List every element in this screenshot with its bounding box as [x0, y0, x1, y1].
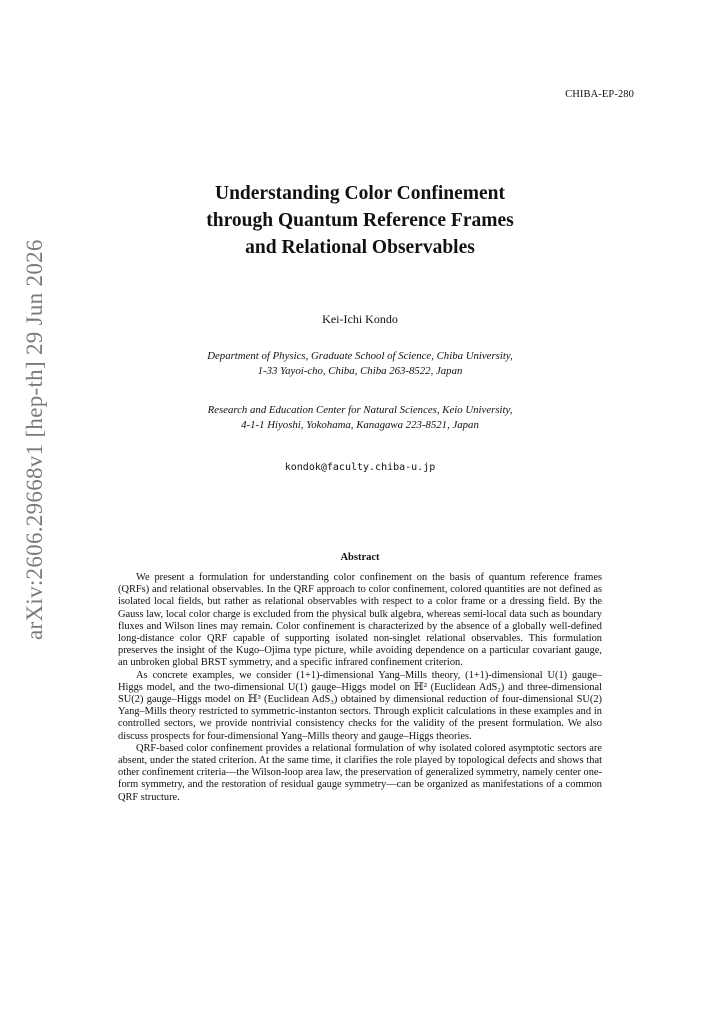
title-line-1: Understanding Color Confinement: [215, 183, 505, 204]
affiliation-2-line-2: 4-1-1 Hiyoshi, Yokohama, Kanagawa 223-8521, Japan: [241, 419, 479, 431]
author-name: Kei-Ichi Kondo: [322, 312, 398, 326]
abstract-body: [118, 572, 602, 804]
abstract-paragraph-3: QRF-based color confinement provides a relational formulation of why isolated colored asymptotic sectors are absent, under the stated criterion. At the same time, it clarifies the role played by topological defects and shows that other confinement criteria—the Wilson-loop area law, the preservation of generalized symmetry, namely center one-form symmetry, and the restoration of residual gauge symmetry—can be organized as manifestations of a common QRF structure.: [118, 742, 602, 803]
report-number: CHIBA-EP-280: [565, 89, 634, 100]
title-line-3: and Relational Observables: [245, 237, 475, 258]
paper-title: [0, 180, 720, 261]
author-email[interactable]: kondok@faculty.chiba-u.jp: [284, 462, 436, 473]
abstract-paragraph-2: As concrete examples, we consider (1+1)-dimensional Yang–Mills theory, (1+1)-dimensional U(1) gauge–Higgs model, and the two-dimensional U(1) gauge–Higgs model on ℍ² (Euclidean AdS₂) and three-dimensional SU(2) gauge–Higgs model on ℍ³ (Euclidean AdS₃) obtained by dimensional reduction of four-dimensional SU(2) Yang–Mills theory restricted to symmetric-instanton sectors. Through explicit calculations in these examples and in controlled sectors, we provide nontrivial consistency checks for the validity of the present formulation. We also discuss prospects for four-dimensional Yang–Mills theory and gauge–Higgs theories.: [118, 669, 602, 742]
affiliation-2: [0, 403, 720, 433]
abstract-heading: Abstract: [340, 552, 380, 563]
affiliation-2-line-1: Research and Education Center for Natural Sciences, Keio University,: [207, 404, 513, 416]
affiliation-1-line-1: Department of Physics, Graduate School of Science, Chiba University,: [207, 350, 513, 362]
arxiv-side-stamp: arXiv:2606.29668v1 [hep-th] 29 Jun 2026: [22, 239, 47, 640]
title-line-2: through Quantum Reference Frames: [206, 210, 514, 231]
affiliation-1: [0, 349, 720, 379]
affiliation-1-line-2: 1-33 Yayoi-cho, Chiba, Chiba 263-8522, Japan: [257, 365, 463, 377]
abstract-paragraph-1: We present a formulation for understanding color confinement on the basis of quantum reference frames (QRFs) and relational observables. In the QRF approach to color confinement, colored quantities are not defined as isolated local fields, but rather as relational observables with respect to a color frame or a dressing field. By the Gauss law, local color charge is excluded from the physical bulk algebra, whereas semi-local data such as boundary fluxes and Wilson lines may remain. Color confinement is characterized by the absence of a globally well-defined long-distance color QRF capable of supporting isolated non-singlet relational observables. This formulation preserves the insight of the Kugo–Ojima type picture, while avoiding dependence on a particular covariant gauge, an unbroken global BRST symmetry, and a specific infrared confinement criterion.: [118, 572, 602, 669]
